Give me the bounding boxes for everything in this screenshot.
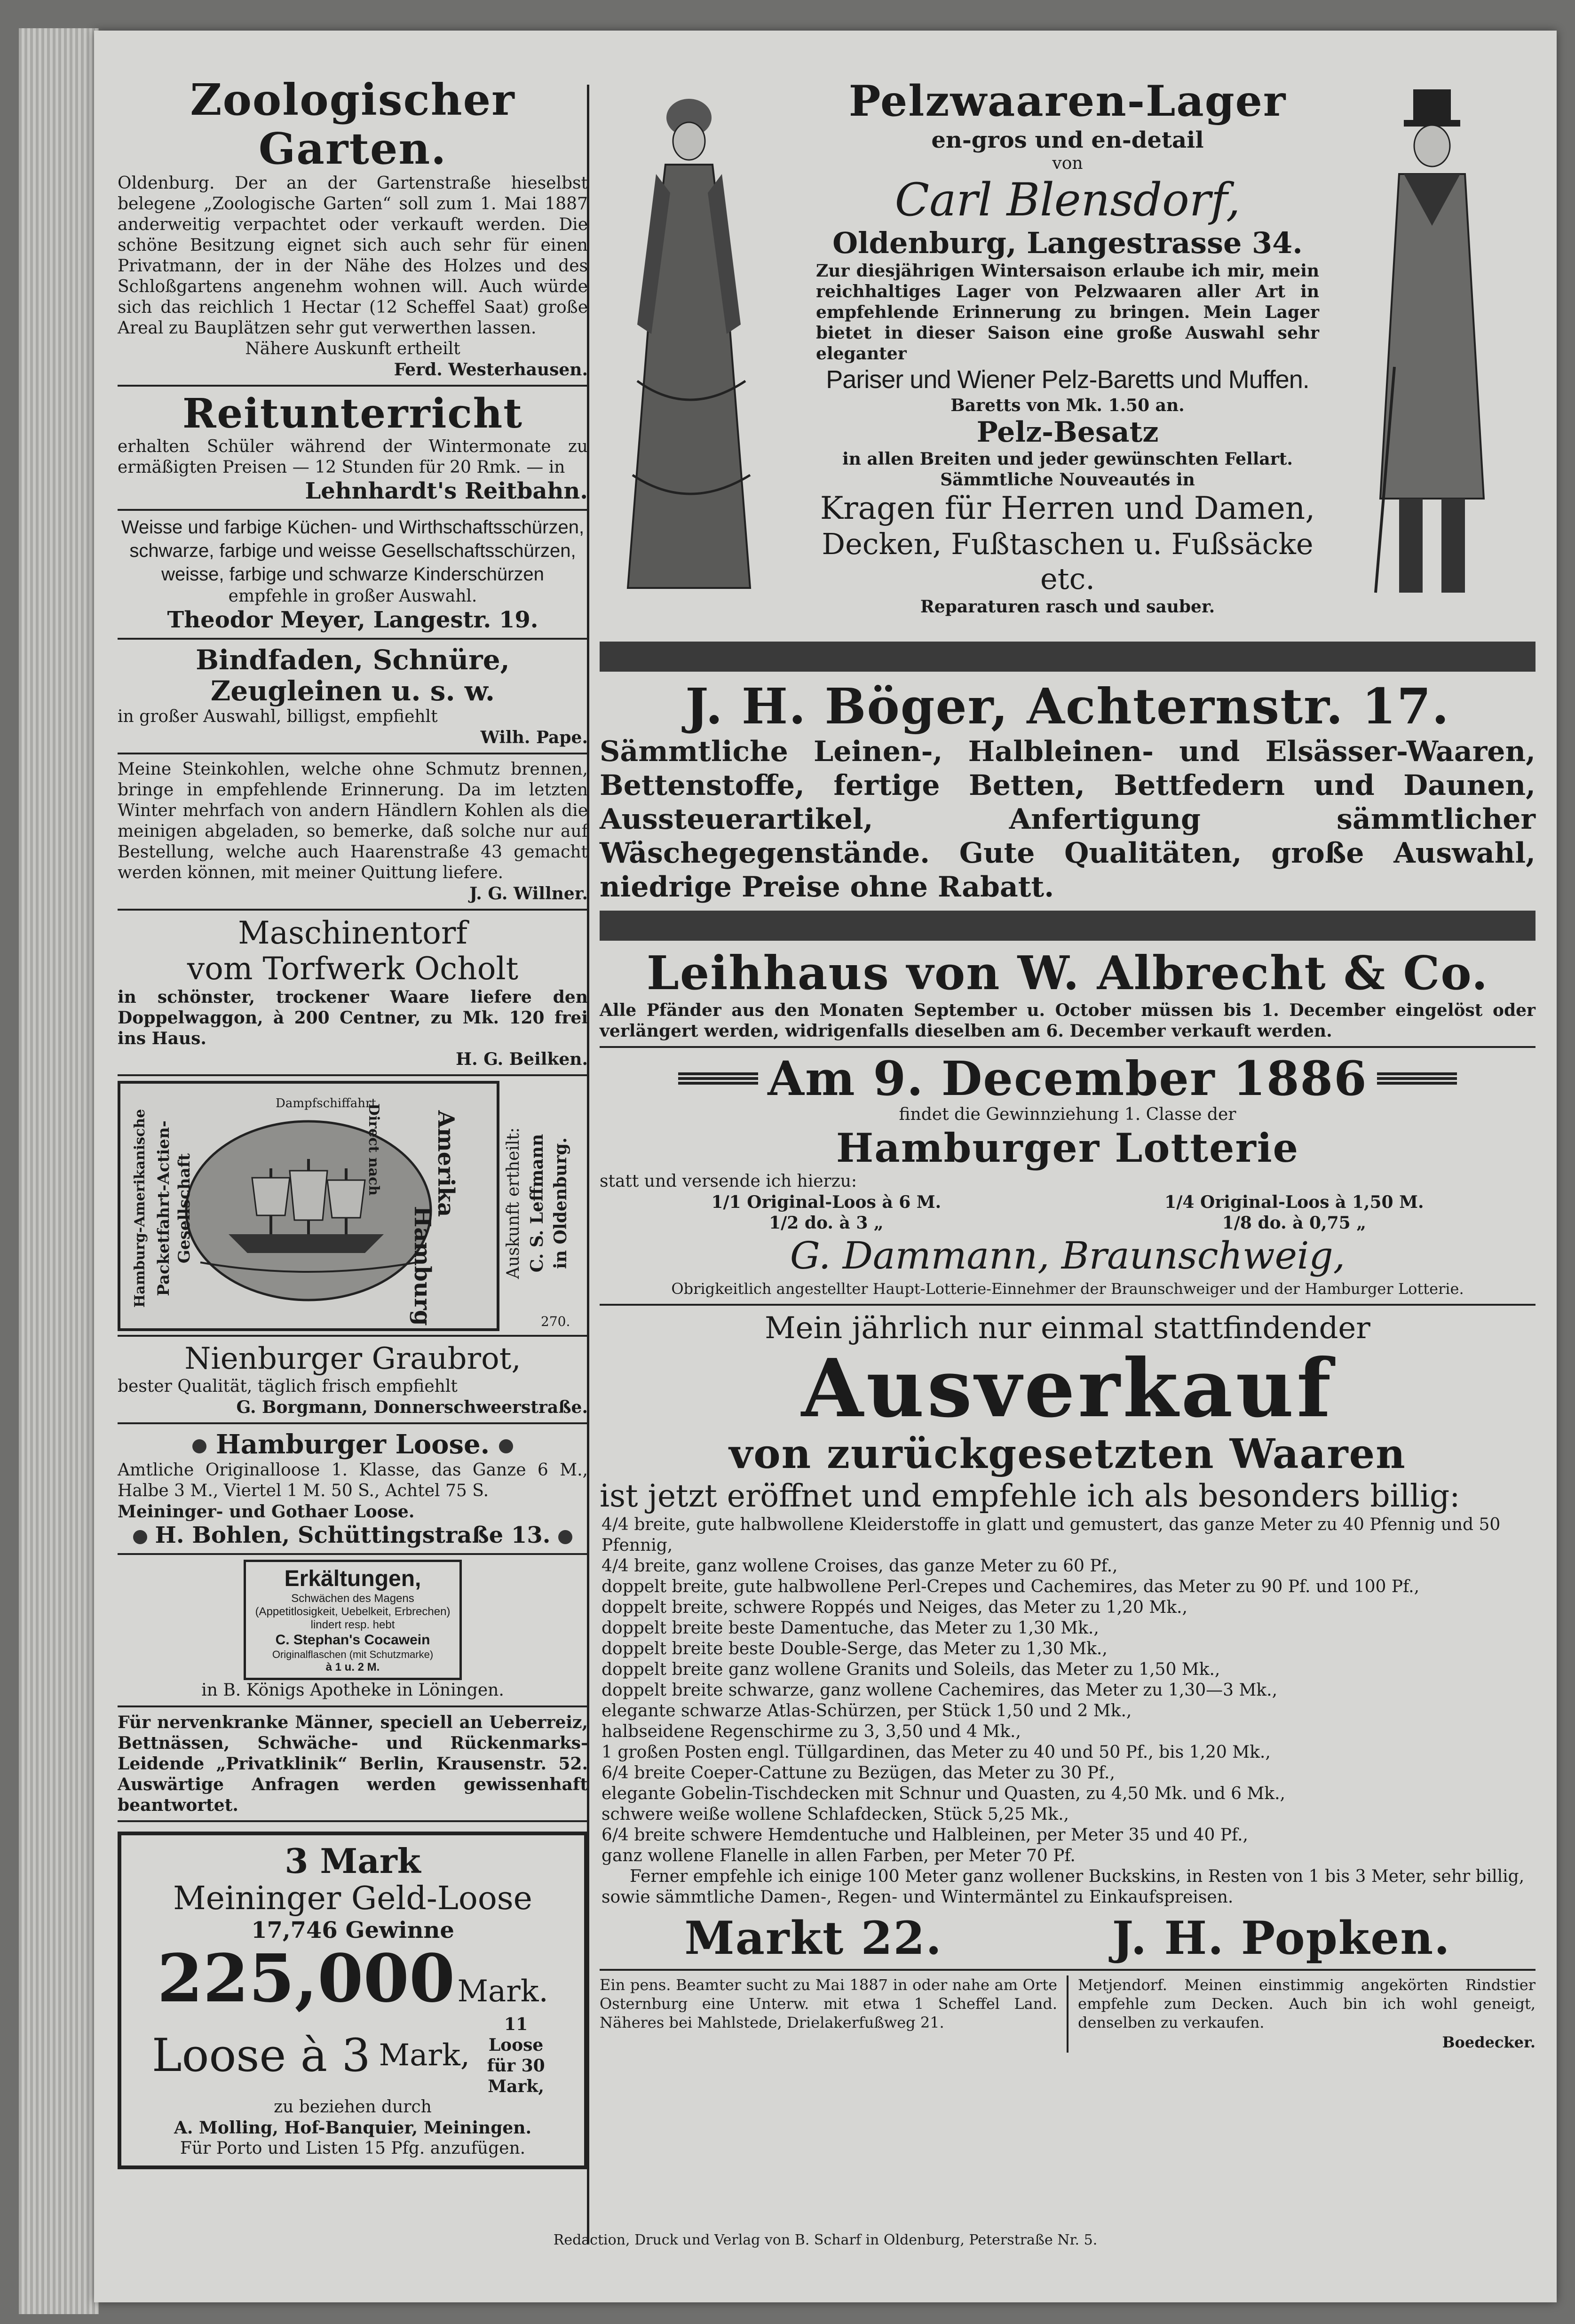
divider: [118, 1335, 588, 1337]
small-ads-divider: [1067, 1975, 1068, 2053]
small-ad-bull-signer: Boedecker.: [1442, 2033, 1535, 2051]
ad-sale-sub2: ist jetzt eröffnet und empfehle ich als besonders billig:: [600, 1478, 1460, 1514]
ornament-rule: [1377, 1072, 1457, 1085]
sale-item: doppelt breite beste Double-Serge, das Meter zu 1,30 Mk.,: [602, 1639, 1108, 1658]
ad-aprons-signer: Theodor Meyer, Langestr. 19.: [167, 607, 538, 633]
ad-boeger-title: J. H. Böger, Achternstr. 17.: [685, 677, 1450, 735]
ad-peat-title2: vom Torfwerk Ocholt: [187, 951, 519, 987]
ad-coal-signer: J. G. Willner.: [469, 884, 588, 904]
ad-furs-collars: Kragen für Herren und Damen,: [820, 490, 1315, 526]
ad-zoo: [118, 75, 588, 380]
ad-coal-body: Meine Steinkohlen, welche ohne Schmutz brennen, bringe in empfehlende Erinnerung. Da im letzten Winter mehrfach von andern Händlern Kohlen als die meinigen abgeladen, so bemerke, daß solche nur auf Bestellung, welche auch Haarenstraße 43 gemacht werden können, mit meiner Quittung liefere.: [118, 760, 588, 882]
sale-item: doppelt breite, gute halbwollene Perl-Crepes und Cachemires, das Meter zu 90 Pf. und 100 Pf.,: [602, 1577, 1420, 1596]
small-ad-official: Ein pens. Beamter sucht zu Mai 1887 in oder nahe am Orte Osternburg eine Unterw. mit etwa 1 Scheffel Land. Näheres bei Mahlstede, Drielakerfußweg 21.: [600, 1976, 1057, 2031]
ad-furs-sub2: von: [1052, 154, 1083, 173]
sale-item: schwere weiße wollene Schlafdecken, Stück 5,25 Mk.,: [602, 1805, 1069, 1824]
ad-twine-title2: Zeugleinen u. s. w.: [210, 675, 495, 707]
ad-clinic: [118, 1712, 588, 1816]
ad-boeger: [600, 678, 1535, 904]
divider: [118, 909, 588, 911]
sale-item: doppelt breite schwarze, ganz wollene Cachemires, das Meter zu 1,30—3 Mk.,: [602, 1681, 1278, 1700]
sale-item: 4/4 breite, gute halbwollene Kleiderstoffe in glatt und gemustert, das ganze Meter zu 40 Pfennig und 50 Pfennig,: [602, 1515, 1501, 1555]
ad-peat-title: Maschinentorf: [238, 915, 467, 951]
ad-furs-trim: Pelz-Besatz: [976, 416, 1159, 449]
ad-zoo-signer: Ferd. Westerhausen.: [394, 360, 588, 380]
ad-furs-title: Pelzwaaren-Lager: [848, 76, 1287, 126]
divider: [118, 1820, 588, 1822]
ad-furs-sub1: en-gros und en-detail: [931, 127, 1204, 153]
ad-lottery-date: Am 9. December 1886: [768, 1051, 1368, 1106]
ad-meiningen-l5: Loose à 3: [151, 2029, 371, 2082]
ad-meiningen-l5b: Mark,: [379, 2038, 470, 2073]
sale-item: 6/4 breite schwere Hemdentuche und Halbleinen, per Meter 35 und 40 Pf.,: [602, 1825, 1248, 1845]
ad-hamburg-lots: [118, 1429, 588, 1548]
ornament-dot: [558, 1530, 572, 1544]
divider: [118, 1074, 588, 1076]
small-ad-bull: Metjendorf. Meinen einstimmig angekörten Rindstier empfehle zum Decken. Auch bin ich wohl geneigt, denselben zu verkaufen.: [1078, 1976, 1535, 2031]
divider: [600, 1969, 1535, 1971]
divider: [118, 1422, 588, 1424]
ad-twine-signer: Wilh. Pape.: [480, 728, 588, 747]
ad-hamburg-lots-body: Amtliche Originalloose 1. Klasse, das Ganze 6 M., Halbe 3 M., Viertel 1 M. 50 S., Achtel 75 S.: [118, 1460, 588, 1500]
rule-bar: [600, 642, 1535, 672]
ad-furs-hats: Pariser und Wiener Pelz-Baretts und Muffen.: [826, 365, 1309, 394]
ad-furs-body: Zur diesjährigen Wintersaison erlaube ich mir, mein reichhaltiges Lager von Pelzwaaren aller Art in empfehlende Erinnerung zu bringen. Mein Lager bietet in dieser Saison eine große Auswahl sehr eleganter: [816, 261, 1319, 364]
ad-riding-place: Lehnhardt's Reitbahn.: [305, 478, 588, 504]
ad-meiningen-l8: Für Porto und Listen 15 Pfg. anzufügen.: [180, 2139, 526, 2158]
sale-item: doppelt breite, schwere Roppés und Neiges, das Meter zu 1,20 Mk.,: [602, 1598, 1187, 1617]
ad-meiningen-amount: 225,000: [157, 1940, 455, 2017]
ad-shipping: [118, 1081, 588, 1330]
ad-furs-name: Carl Blensdorf,: [894, 174, 1241, 226]
ship-agent-3: in Oldenburg.: [551, 1137, 570, 1269]
ad-meiningen-lottery: [118, 1832, 588, 2169]
ad-peat: [118, 915, 588, 1070]
ad-sale-sub: von zurückgesetzten Waaren: [729, 1430, 1406, 1478]
small-ads-row: [600, 1975, 1535, 2053]
ad-riding-title: Reitunterricht: [182, 390, 523, 437]
ad-meiningen-l1: 3 Mark: [285, 1841, 421, 1881]
divider: [118, 509, 588, 511]
ad-furs-trim-body: in allen Breiten und jeder gewünschten Fellart. Sämmtliche Nouveautés in: [842, 449, 1293, 490]
divider: [600, 1046, 1535, 1048]
ad-lottery-r1a: 1/1 Original-Loos à 6 M.: [711, 1192, 942, 1212]
ad-lottery-seller: G. Dammann, Braunschweig,: [790, 1234, 1345, 1277]
ornament-rule: [678, 1072, 758, 1085]
ad-furs: [600, 75, 1535, 635]
ad-sale-footer-left: Markt 22.: [684, 1912, 942, 1965]
ornament-dot: [192, 1439, 206, 1453]
ad-aprons-body: Weisse und farbige Küchen- und Wirthschaftsschürzen, schwarze, farbige und weisse Gesellschaftsschürzen, weisse, farbige und schwarze Kinderschürzen: [121, 517, 585, 585]
ad-furs-price: Baretts von Mk. 1.50 an.: [950, 396, 1185, 415]
ad-boeger-body: Sämmtliche Leinen-, Halbleinen- und Elsässer-Waaren, Bettenstoffe, fertige Betten, Bettfedern und Daunen, Aussteuerartikel, Anfertigung sämmtlicher Wäschegegenstände. Gute Qualitäten, große Auswahl, niedrige Preise ohne Rabatt.: [600, 735, 1535, 904]
sale-item: 4/4 breite, ganz wollene Croises, das ganze Meter zu 60 Pf.,: [602, 1556, 1118, 1576]
ad-zoo-body: Oldenburg. Der an der Gartenstraße hieselbst belegene „Zoologische Garten“ soll zum 1. Mai 1887 anderweitig verpachtet oder verkauft werden. Die schöne Besitzung eignet sich auch sehr für einen Privatmann, der in der Nähe des Holzes und des Schloßgartens angenehm wohnen will. Auch würde sich das reichlich 1 Hectar (12 Scheffel Saat) große Areal zu Bauplätzen sehr gut verwerthen lassen.: [118, 174, 588, 338]
gentleman-fur-coat-illustration: [1347, 85, 1517, 611]
ship-ad-number: 270.: [541, 1314, 570, 1329]
ad-peat-signer: H. G. Beilken.: [456, 1049, 588, 1069]
ship-destination: Amerika: [433, 1110, 459, 1217]
left-column: [118, 75, 588, 2244]
ad-meiningen-l6: zu beziehen durch: [274, 2097, 432, 2117]
ad-coal: [118, 759, 588, 904]
ad-cold-price: à 1 u. 2 M.: [325, 1661, 380, 1674]
ship-agent-1: Auskunft ertheilt:: [504, 1127, 523, 1279]
sale-item: doppelt breite ganz wollene Granits und Soleils, das Meter zu 1,50 Mk.,: [602, 1660, 1220, 1679]
divider: [118, 385, 588, 387]
ad-meiningen-l2: Meininger Geld-Loose: [173, 1880, 532, 1917]
sale-item: elegante schwarze Atlas-Schürzen, per Stück 1,50 und 2 Mk.,: [602, 1701, 1132, 1721]
divider: [118, 753, 588, 754]
ad-lottery-intro: statt und versende ich hierzu:: [600, 1172, 857, 1191]
ship-agent-2: C. S. Leffmann: [527, 1134, 547, 1273]
ad-sale-footer-right: J. H. Popken.: [1112, 1912, 1451, 1965]
ad-twine: [118, 644, 588, 748]
ad-aprons: [118, 516, 588, 633]
ad-sale: [600, 1310, 1535, 1964]
ad-cold-body: Schwächen des Magens (Appetitlosigkeit, Uebelkeit, Erbrechen) lindert resp. hebt: [255, 1592, 451, 1631]
ship-frame: [118, 1081, 499, 1331]
ad-furs-repair: Reparaturen rasch und sauber.: [920, 597, 1215, 617]
right-column: [600, 75, 1535, 2244]
ad-lottery-footer: Obrigkeitlich angestellter Haupt-Lotterie-Einnehmer der Braunschweiger und der Hamburger Lotterie.: [671, 1280, 1464, 1298]
ad-pawn: [600, 947, 1535, 1041]
ad-sale-intro: Mein jährlich nur einmal stattfindender: [765, 1311, 1370, 1346]
ad-lottery-r2b: 1/8 do. à 0,75 „: [1222, 1213, 1366, 1233]
ad-meiningen-amount-unit: Mark.: [457, 1974, 548, 2009]
sale-item: ganz wollene Flanelle in allen Farben, per Meter 70 Pf.: [602, 1846, 1076, 1865]
ship-side-label-1: Hamburg-Amerikanische: [132, 1109, 148, 1308]
ad-cold-product: C. Stephan's Cocawein: [275, 1632, 430, 1648]
ad-hamburg-lots-body2: Meininger- und Gothaer Loose.: [118, 1502, 415, 1522]
ship-top-label: Dampfschiffahrt: [276, 1096, 376, 1110]
ad-bread-signer: G. Borgmann, Donnerschweerstraße.: [236, 1397, 588, 1417]
ad-bread-title: Nienburger Graubrot,: [184, 1341, 521, 1376]
ad-bread-body: bester Qualität, täglich frisch empfiehlt: [118, 1377, 458, 1396]
ad-cold-title: Erkältungen,: [284, 1566, 421, 1591]
ad-hamburg-lots-title: Hamburger Loose.: [215, 1429, 490, 1460]
rule-bar: [600, 911, 1535, 941]
ornament-dot: [499, 1439, 513, 1453]
divider: [118, 1553, 588, 1555]
sale-item: 6/4 breite Coeper-Cattune zu Bezügen, das Meter zu 30 Pf.,: [602, 1763, 1115, 1783]
ad-zoo-title: Zoologischer Garten.: [190, 74, 515, 174]
ad-pawn-title: Leihhaus von W. Albrecht & Co.: [646, 946, 1489, 1000]
sale-item: doppelt breite beste Damentuche, das Meter zu 1,30 Mk.,: [602, 1618, 1099, 1638]
divider: [118, 638, 588, 640]
ad-furs-addr: Oldenburg, Langestrasse 34.: [832, 226, 1303, 260]
ad-meiningen-l3: 17,746 Gewinne: [251, 1917, 454, 1943]
imprint: Redaction, Druck und Verlag von B. Scharf in Oldenburg, Peterstraße Nr. 5.: [553, 2232, 1098, 2248]
ad-zoo-info: Nähere Auskunft ertheilt: [245, 339, 460, 358]
ship-side-label-2: Packetfahrt-Actien-Gesellschaft: [154, 1120, 194, 1296]
ad-riding-body: erhalten Schüler während der Wintermonate zu ermäßigten Preisen — 12 Stunden für 20 Rmk. — in: [118, 437, 588, 477]
ad-lottery-name: Hamburger Lotterie: [836, 1125, 1299, 1171]
ornament-dot: [133, 1530, 147, 1544]
sale-item: Ferner empfehle ich einige 100 Meter ganz wollener Buckskins, in Resten von 1 bis 3 Meter, sehr billig, sowie sämmtliche Damen-, Regen- und Wintermäntel zu Einkaufspreisen.: [602, 1867, 1525, 1907]
ad-bread: [118, 1341, 588, 1418]
ad-hamburg-lots-signer: H. Bohlen, Schüttingstraße 13.: [155, 1522, 551, 1548]
sale-item: elegante Gobelin-Tischdecken mit Schnur und Quasten, zu 4,50 Mk. und 6 Mk.,: [602, 1784, 1285, 1803]
ad-pawn-body: Alle Pfänder aus den Monaten September u. October müssen bis 1. December eingelöst oder verlängert werden, widrigenfalls dieselben am 6. December verkauft werden.: [600, 1000, 1535, 1041]
ad-meiningen-l7: A. Molling, Hof-Banquier, Meiningen.: [174, 2118, 531, 2138]
newspaper-page: [94, 31, 1557, 2302]
ad-twine-body: in großer Auswahl, billigst, empfiehlt: [118, 707, 438, 726]
sale-item: halbseidene Regenschirme zu 3, 3,50 und 4 Mk.,: [602, 1722, 1021, 1741]
ad-meiningen-l5c: 11 Loose für 30 Mark,: [487, 2015, 545, 2096]
book-page-edges: [19, 28, 99, 2314]
ad-cold-note: Originalflaschen (mit Schutzmarke): [272, 1649, 434, 1660]
ad-lottery-sub: findet die Gewinnziehung 1. Classe der: [899, 1105, 1236, 1124]
ad-riding: [118, 391, 588, 504]
divider: [118, 1705, 588, 1707]
ad-clinic-body: Für nervenkranke Männer, speciell an Ueberreiz, Bettnässen, Schwäche- und Rückenmarks-Leidende „Privatklinik“ Berlin, Krausenstr. 52. Auswärtige Anfragen werden gewissenhaft beantwortet.: [118, 1713, 588, 1815]
ad-lottery-r1b: 1/4 Original-Loos à 1,50 M.: [1164, 1192, 1424, 1212]
ship-arc-label: Direct nach: [365, 1103, 382, 1196]
sale-item: 1 großen Posten engl. Tüllgardinen, das Meter zu 40 und 50 Pf., bis 1,20 Mk.,: [602, 1743, 1271, 1762]
ship-origin: Hamburg: [409, 1206, 435, 1326]
ad-lottery-r2a: 1/2 do. à 3 „: [769, 1213, 884, 1233]
divider: [600, 1304, 1535, 1306]
ad-lottery: [600, 1053, 1535, 1299]
ad-peat-body: in schönster, trockener Waare liefere den Doppelwaggon, à 200 Centner, zu Mk. 120 frei ins Haus.: [118, 987, 588, 1048]
ad-twine-title: Bindfaden, Schnüre,: [196, 644, 510, 676]
ad-cold: [118, 1560, 588, 1701]
ad-sale-title: Ausverkauf: [801, 1341, 1334, 1436]
ad-aprons-rec: empfehle in großer Auswahl.: [228, 587, 477, 606]
ad-cold-where: in B. Königs Apotheke in Löningen.: [201, 1681, 504, 1700]
ad-furs-blankets: Decken, Fußtaschen u. Fußsäcke etc.: [822, 527, 1314, 596]
lady-fur-coat-illustration: [609, 89, 778, 616]
